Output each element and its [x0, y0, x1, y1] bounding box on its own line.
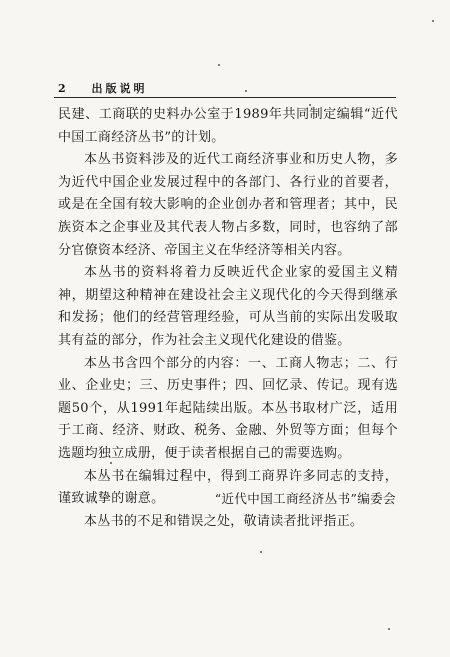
editorial-committee-signature: “近代中国工商经济丛书”编委会 [214, 491, 396, 506]
paragraph-scope: 本丛书资料涉及的近代工商经济事业和历史人物，多为近代中国企业发展过程中的各部门、各行业的首要者，或是在全国有较大影响的企业创办者和管理者；其中，民族资本之企事业及其代表人物占多数，同时，也容纳了部分官僚资本经济、帝国主义在华经济等相关内容。 [58, 152, 398, 258]
scan-speck [110, 462, 112, 464]
paragraph-feedback: 本丛书的不足和错误之处，敬请读者批评指正。 [84, 513, 364, 529]
paragraph-contents: 本丛书含四个部分的内容：一、工商人物志；二、行业、企业史；三、历史事件；四、回忆录、传记。现有选题50个，从1991年起陆续出版。本丛书取材广泛，适用于工商、经济、财政、税务、金融、外贸等方面；但每个选题均独立成册，便于读者根据自己的需要选购。 [58, 355, 398, 461]
scan-speck [218, 64, 220, 66]
scan-speck [388, 628, 390, 630]
scan-speck [309, 104, 311, 106]
running-head: 出版说明 [91, 82, 148, 95]
header-rule [54, 97, 396, 98]
scan-speck [260, 551, 262, 553]
body-text [58, 104, 398, 533]
scan-speck [245, 90, 247, 92]
paragraph-thanks: 本丛书在编辑过程中，得到工商界许多同志的支持，谨致诚挚的谢意。 [58, 468, 398, 507]
scan-speck [432, 20, 434, 22]
paragraph-continuation: 民建、工商联的史料办公室于1989年共同制定编辑“近代中国工商经济丛书”的计划。 [58, 107, 398, 145]
page-header [58, 80, 396, 94]
page-number: 2 [58, 82, 67, 95]
paragraph-purpose: 本丛书的资料将着力反映近代企业家的爱国主义精神，期望这种精神在建设社会主义现代化的今天得到继承和发扬；他们的经营管理经验，可从当前的实际出发吸取其有益的部分，作为社会主义现代化建设的借鉴。 [58, 265, 398, 348]
